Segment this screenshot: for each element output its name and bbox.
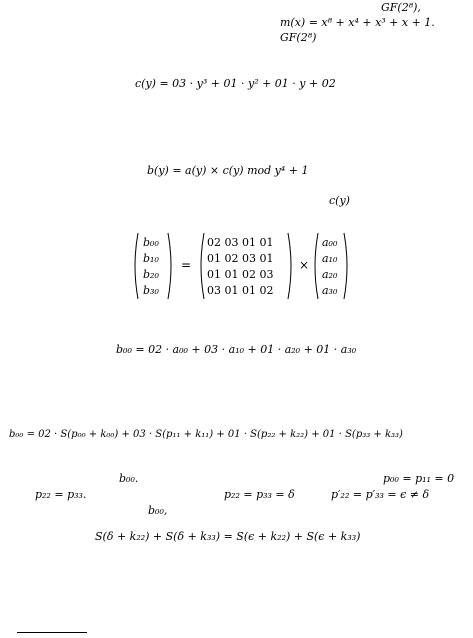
- b00-reference-2: b₀₀,: [148, 504, 168, 517]
- p-equality: p₀₀ = p₁₁ = 0: [383, 472, 455, 485]
- times-sign: ×: [299, 258, 310, 272]
- gf-label-bottom: GF(2⁸): [280, 31, 317, 44]
- matrix-row: 01 01 02 03: [207, 268, 274, 281]
- matrix-row: 01 02 03 01: [207, 252, 274, 265]
- c-reference: c(y): [329, 194, 350, 207]
- b-definition-equation: b(y) = a(y) × c(y) mod y⁴ + 1: [147, 164, 309, 177]
- a-vector-entry: a₁₀: [322, 252, 338, 265]
- matrix-equation: [131, 232, 351, 300]
- b-vector: [143, 236, 159, 298]
- a-vector-entry: a₃₀: [322, 284, 338, 297]
- b00-sbox-equation: b₀₀ = 02 · S(p₀₀ + k₀₀) + 03 · S(p₁₁ + k₁₁) + 01 · S(p₂₂ + k₂₂) + 01 · S(p₃₃ + k₃₃): [9, 429, 403, 440]
- b00-reference-1: b₀₀.: [119, 472, 139, 485]
- a-vector-entry: a₀₀: [322, 236, 338, 249]
- gf-label-top: GF(2⁸),: [381, 1, 421, 14]
- final-sbox-equation: S(δ + k₂₂) + S(δ + k₃₃) = S(ϵ + k₂₂) + S(ϵ + k₃₃): [95, 530, 361, 543]
- equals-sign: =: [181, 258, 192, 272]
- coefficient-matrix: [207, 236, 273, 298]
- left-paren-b: [131, 232, 139, 300]
- matrix-row: 03 01 01 02: [207, 284, 274, 297]
- b-vector-entry: b₃₀: [143, 284, 159, 297]
- modulus-equation: m(x) = x⁸ + x⁴ + x³ + x + 1.: [280, 16, 435, 29]
- a-vector: [322, 236, 337, 298]
- p22-equation: p₂₂ = p₃₃.: [35, 488, 87, 501]
- b00-equation: b₀₀ = 02 · a₀₀ + 03 · a₁₀ + 01 · a₂₀ + 01 · a₃₀: [116, 343, 357, 356]
- delta-equation: p₂₂ = p₃₃ = δ: [224, 488, 295, 501]
- left-paren-a: [311, 232, 319, 300]
- matrix-row: 02 03 01 01: [207, 236, 274, 249]
- c-polynomial-equation: c(y) = 03 · y³ + 01 · y² + 01 · y + 02: [135, 77, 336, 90]
- right-paren-a: [343, 232, 351, 300]
- right-paren-b: [167, 232, 175, 300]
- b-vector-entry: b₀₀: [143, 236, 159, 249]
- footnote-rule: [17, 632, 87, 633]
- b-vector-entry: b₂₀: [143, 268, 159, 281]
- right-paren-coeff: [287, 232, 295, 300]
- a-vector-entry: a₂₀: [322, 268, 338, 281]
- left-paren-coeff: [197, 232, 205, 300]
- b-vector-entry: b₁₀: [143, 252, 159, 265]
- prime-equation: p′₂₂ = p′₃₃ = ϵ ≠ δ: [331, 488, 430, 501]
